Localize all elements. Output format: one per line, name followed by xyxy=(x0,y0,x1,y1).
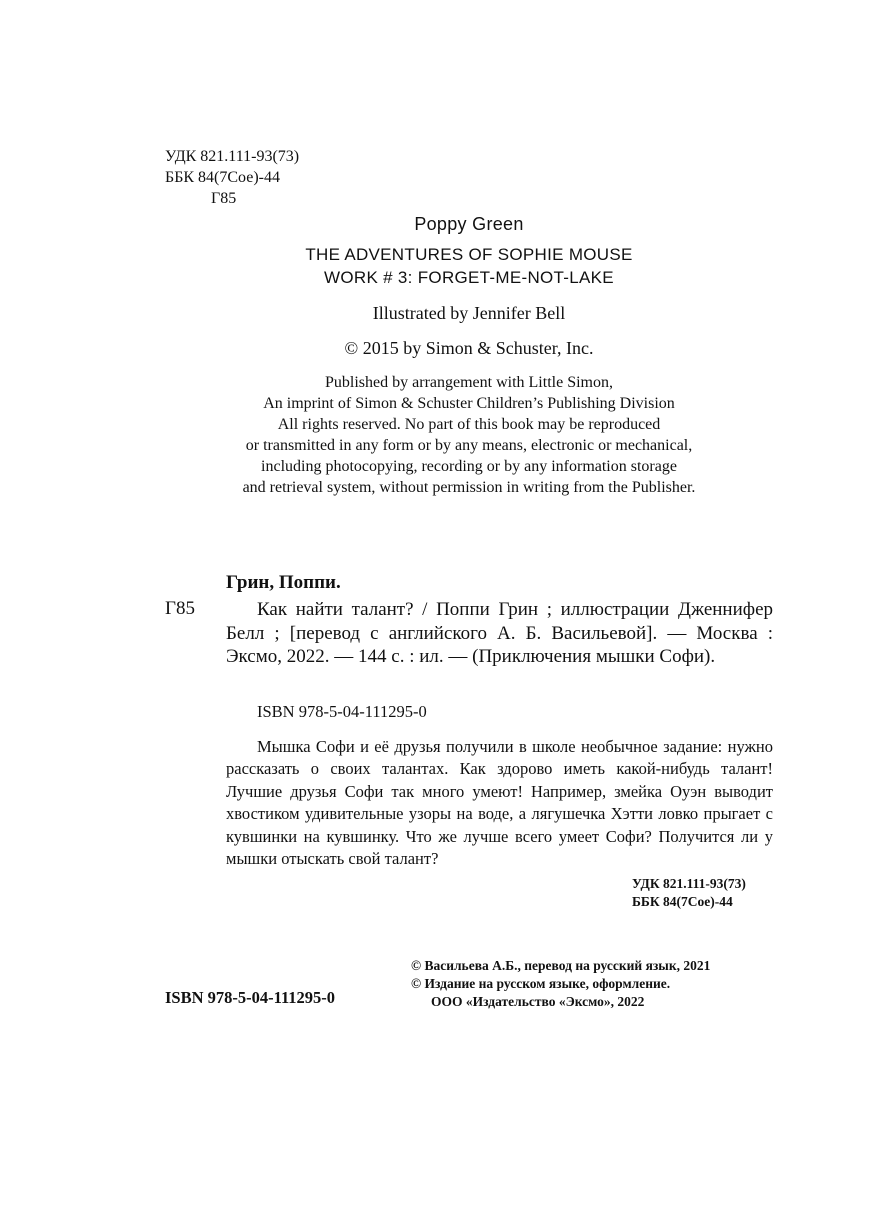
rights-line: and retrieval system, without permission in writing from the Publisher. xyxy=(242,479,696,496)
record-isbn: ISBN 978-5-04-111295-0 xyxy=(257,702,427,721)
author-mark-code: Г85 xyxy=(211,190,237,207)
record-author-mark: Г85 xyxy=(165,598,195,619)
rights-line: Published by arrangement with Little Simon, xyxy=(325,374,613,391)
rights-line: An imprint of Simon & Schuster Children’s Publishing Division xyxy=(263,395,675,412)
edition-copyright: © Издание на русском языке, оформление. xyxy=(411,976,671,991)
top-classification-codes xyxy=(165,146,299,209)
rights-notice xyxy=(0,372,886,498)
rights-line: or transmitted in any form or by any means, electronic or mechanical, xyxy=(245,437,693,454)
translation-copyright: © Васильева А.Б., перевод на русский язык, 2021 xyxy=(411,958,711,973)
bbk-code-right: ББК 84(7Сое)-44 xyxy=(632,893,733,909)
original-series-title: THE ADVENTURES OF SOPHIE MOUSE xyxy=(305,245,633,264)
bottom-isbn: ISBN 978-5-04-111295-0 xyxy=(165,988,336,1007)
rights-line: including photocopying, recording or by any information storage xyxy=(261,458,677,475)
udk-code-right: УДК 821.111-93(73) xyxy=(632,876,746,891)
right-classification-codes xyxy=(632,875,746,910)
original-copyright: © 2015 by Simon & Schuster, Inc. xyxy=(344,338,594,358)
udk-code: УДК 821.111-93(73) xyxy=(165,148,300,165)
bbk-code: ББК 84(7Сое)-44 xyxy=(165,169,280,186)
bottom-copyright xyxy=(411,957,710,1011)
rights-line: All rights reserved. No part of this book may be reproduced xyxy=(277,416,661,433)
original-illustrator: Illustrated by Jennifer Bell xyxy=(372,303,566,323)
original-author: Poppy Green xyxy=(414,214,524,234)
annotation: Мышка Софи и её друзья получили в школе необычное задание: нужно рассказать о своих талантах. Как здорово иметь какой-нибудь талант! Лучшие друзья Софи так много умеют! Например, змейка Оуэн выводит хвостиком удивительные узоры на воде, а лягушечка Хэтти ловко прыгает с кувшинки на кувшинку. Что же лучше всего умеет Софи? Получится ли у мышки отыскать свой талант? xyxy=(226,737,773,869)
original-work-title: WORK # 3: FORGET-ME-NOT-LAKE xyxy=(324,268,614,287)
record-description: Как найти талант? / Поппи Грин ; иллюстрации Дженнифер Белл ; [перевод с английского А. Б. Васильевой]. — Москва : Эксмо, 2022. — 144 с. : ил. — (Приключения мышки Софи). xyxy=(226,599,773,667)
publisher-copyright: ООО «Издательство «Эксмо», 2022 xyxy=(431,994,645,1009)
record-heading: Грин, Поппи. xyxy=(226,572,341,593)
